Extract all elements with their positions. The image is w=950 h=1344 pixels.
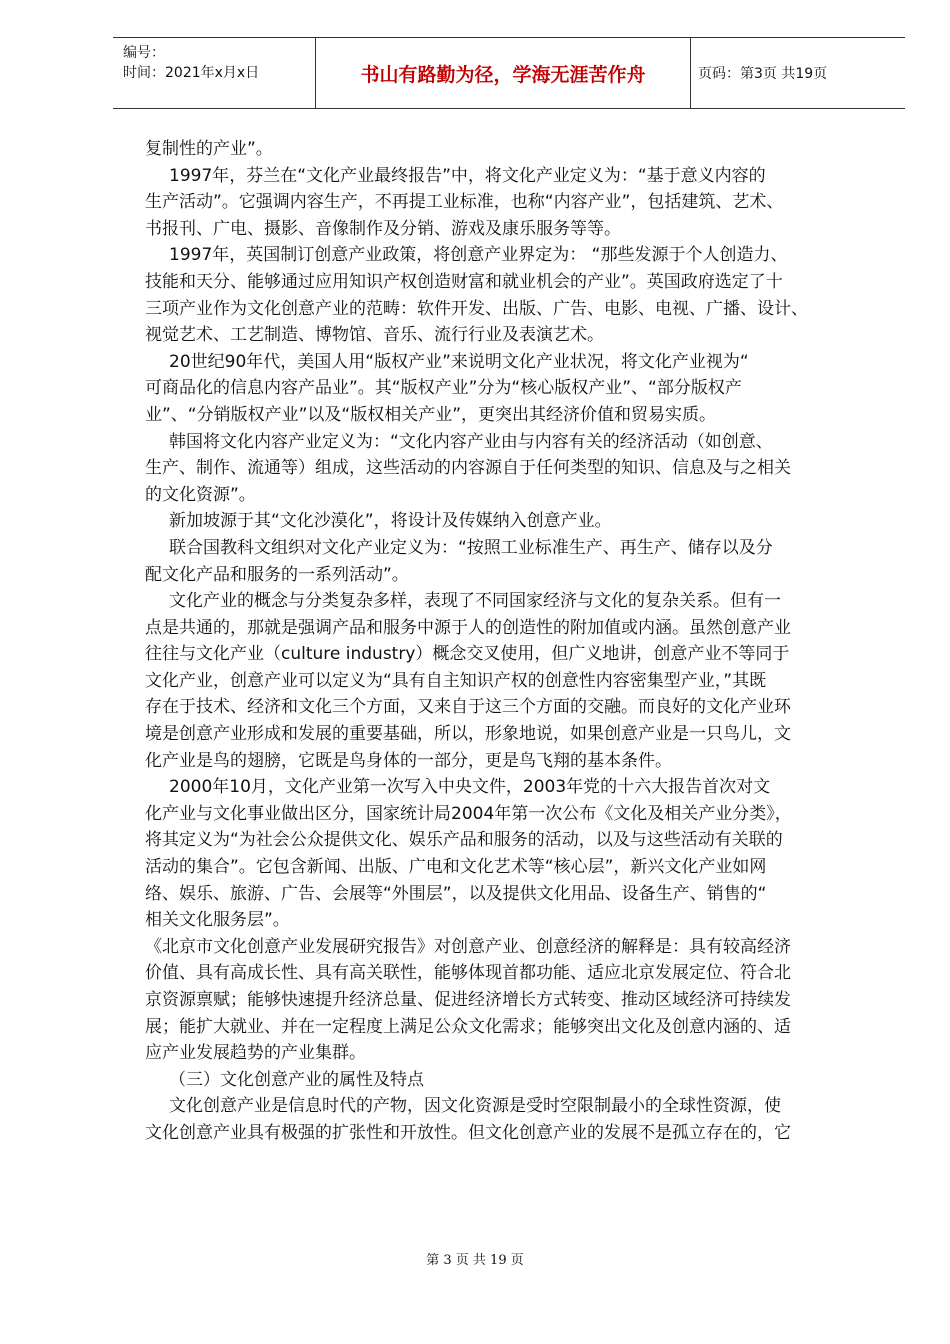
text-line: 点是共通的，那就是强调产品和服务中源于人的创造性的附加值或内涵。虽然创意产业 (145, 617, 791, 638)
text-line: 新加坡源于其“文化沙漠化”，将设计及传媒纳入创意产业。 (169, 511, 612, 532)
text-line: 复制性的产业”。 (145, 139, 273, 159)
page-footer: 第 3 页 共 19 页 (426, 1253, 524, 1268)
text-line: 《北京市文化创意产业发展研究报告》对创意产业、创意经济的解释是：具有较高经济 (145, 936, 791, 957)
text-line: 2000年10月，文化产业第一次写入中央文件，2003年党的十六大报告首次对文 (169, 777, 771, 798)
text-line: 生产、制作、流通等）组成，这些活动的内容源自于任何类型的知识、信息及与之相关 (145, 458, 791, 479)
text-line: 韩国将文化内容产业定义为：“文化内容产业由与内容有关的经济活动（如创意、 (169, 431, 773, 452)
text-line: 将其定义为“为社会公众提供文化、娱乐产品和服务的活动，以及与这些活动有关联的 (145, 830, 783, 851)
text-line: 往往与文化产业（culture industry）概念交叉使用，但广义地讲，创意产业不等同于 (145, 644, 790, 665)
document-number-label: 编号： (123, 45, 165, 61)
text-line: 三项产业作为文化创意产业的范畴：软件开发、出版、广告、电影、电视、广播、设计、 (145, 298, 808, 319)
header-motto-cell (315, 38, 691, 108)
header-motto: 书山有路勤为径，学海无涯苦作舟 (360, 63, 646, 86)
text-line: 存在于技术、经济和文化三个方面，又来自于这三个方面的交融。而良好的文化产业环 (145, 697, 791, 718)
text-line: 络、娱乐、旅游、广告、会展等“外围层”，以及提供文化用品、设备生产、销售的“ (145, 883, 767, 904)
text-line: 展；能扩大就业、并在一定程度上满足公众文化需求；能够突出文化及创意内涵的、适 (145, 1016, 791, 1037)
text-line: 生产活动”。它强调内容生产，不再提工业标准，也称“内容产业”，包括建筑、艺术、 (145, 192, 784, 213)
text-line: 化产业是鸟的翅膀，它既是鸟身体的一部分，更是鸟飞翔的基本条件。 (145, 750, 672, 771)
text-line: 价值、具有高成长性、具有高关联性，能够体现首都功能、适应北京发展定位、符合北 (145, 963, 791, 984)
page-header (113, 37, 905, 109)
document-body (145, 136, 880, 1147)
text-line: 文化创意产业具有极强的扩张性和开放性。但文化创意产业的发展不是孤立存在的，它 (145, 1122, 791, 1143)
text-line: 活动的集合”。它包含新闻、出版、广电和文化艺术等“核心层”，新兴文化产业如网 (145, 857, 767, 878)
text-line: 1997年，英国制订创意产业政策，将创意产业界定为： “那些发源于个人创造力、 (169, 245, 788, 266)
text-line: 文化产业的概念与分类复杂多样，表现了不同国家经济与文化的复杂关系。但有一 (169, 591, 781, 612)
text-line: 境是创意产业形成和发展的重要基础，所以，形象地说，如果创意产业是一只鸟儿，文 (145, 724, 791, 745)
text-line: 相关文化服务层”。 (145, 910, 290, 931)
text-line: 业”、“分销版权产业”以及“版权相关产业”，更突出其经济价值和贸易实质。 (145, 404, 717, 425)
text-line: 京资源禀赋；能够快速提升经济总量、促进经济增长方式转变、推动区域经济可持续发 (145, 990, 791, 1010)
text-line: 的文化资源”。 (145, 484, 256, 505)
text-line: 技能和天分、能够通过应用知识产权创造财富和就业机会的产业”。英国政府选定了十 (145, 271, 783, 292)
text-line: 化产业与文化事业做出区分，国家统计局2004年第一次公布《文化及相关产业分类》， (145, 803, 792, 824)
text-line: 可商品化的信息内容产品业”。其“版权产业”分为“核心版权产业”、“部分版权产 (145, 378, 742, 399)
text-line: 书报刊、广电、摄影、音像制作及分销、游戏及康乐服务等等。 (145, 218, 621, 239)
text-line: 文化创意产业是信息时代的产物，因文化资源是受时空限制最小的全球性资源，使 (169, 1096, 781, 1117)
text-line: 20世纪90年代，美国人用“版权产业”来说明文化产业状况，将文化产业视为“ (169, 351, 749, 372)
header-meta (113, 38, 315, 108)
document-time-label: 时间：2021年x月x日 (123, 65, 260, 81)
text-line: 联合国教科文组织对文化产业定义为：“按照工业标准生产、再生产、储存以及分 (169, 537, 773, 558)
text-line: 应产业发展趋势的产业集群。 (145, 1043, 366, 1064)
text-line: 配文化产品和服务的一系列活动”。 (145, 564, 409, 585)
header-page-info: 页码：第3页 共19页 (698, 66, 828, 82)
text-line: 文化产业，创意产业可以定义为“具有自主知识产权的创意性内容密集型产业，”其既 (145, 670, 767, 691)
text-line: （三）文化创意产业的属性及特点 (169, 1069, 424, 1090)
header-page-info-cell (690, 38, 905, 108)
text-line: 视觉艺术、工艺制造、博物馆、音乐、流行行业及表演艺术。 (145, 325, 604, 346)
text-line: 1997年，芬兰在“文化产业最终报告”中，将文化产业定义为：“基于意义内容的 (169, 165, 766, 186)
